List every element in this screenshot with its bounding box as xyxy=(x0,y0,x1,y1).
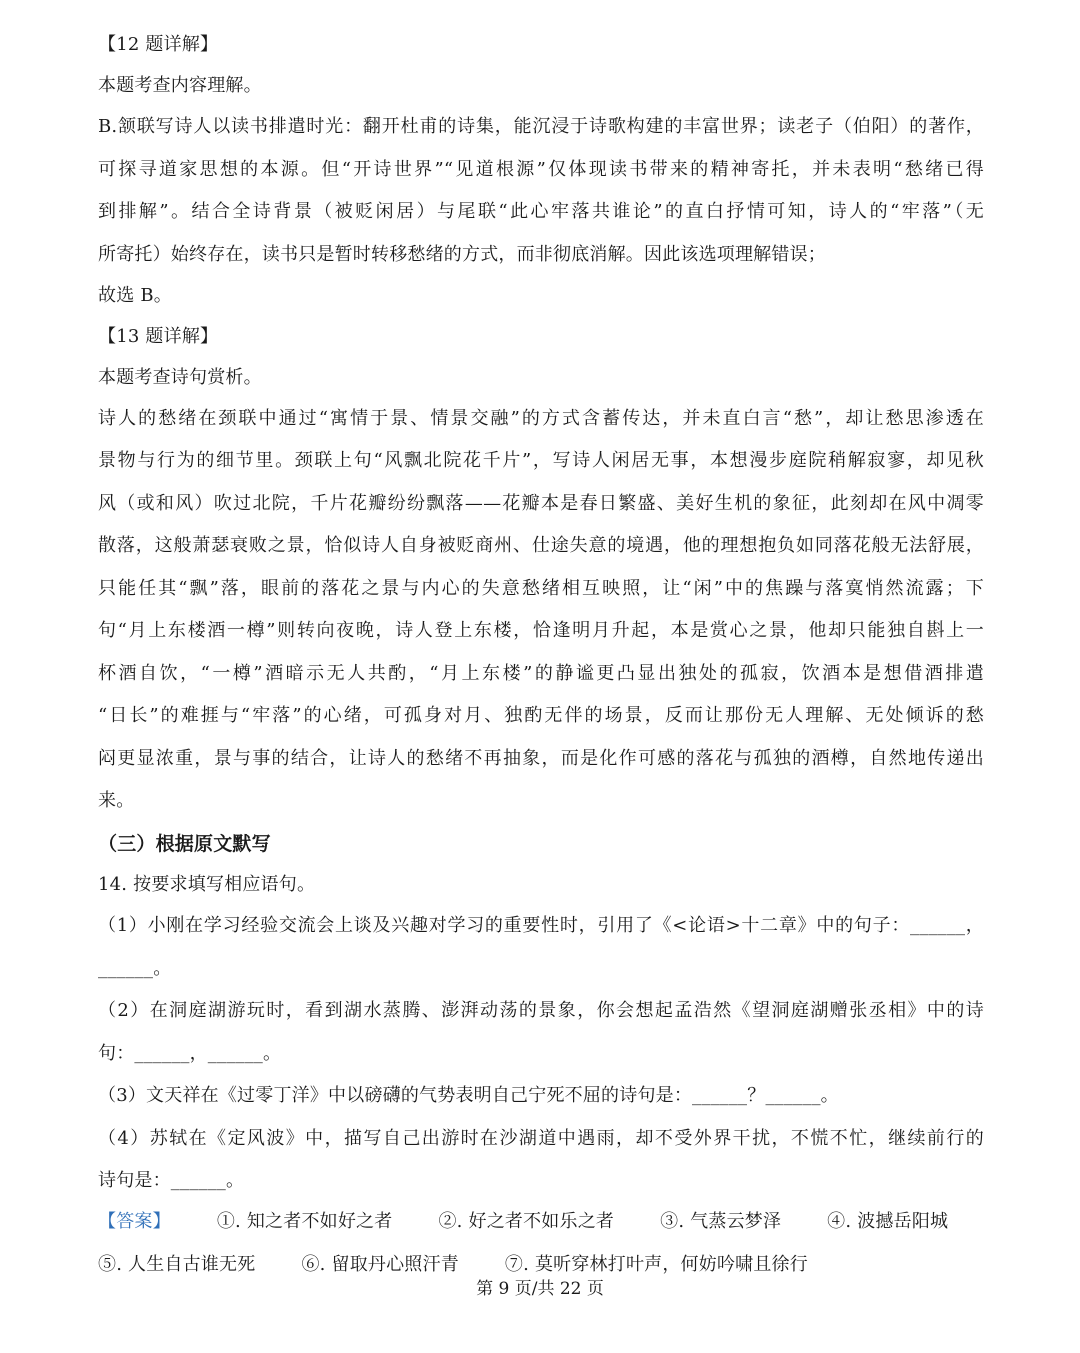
q13-line: 景物与行为的细节里。颈联上句“风飘北院花千片”，写诗人闲居无事，本想漫步庭院稍解寂寥，却见秋 xyxy=(98,450,984,471)
q13-line: 风（或和风）吹过北院，千片花瓣纷纷飘落——花瓣本是春日繁盛、美好生机的象征，此刻却在风中凋零 xyxy=(98,492,984,514)
q13-line: 诗人的愁绪在颈联中通过“寓情于景、情景交融”的方式含蓄传达，并未直白言“愁”，却让愁思渗透在 xyxy=(98,407,984,429)
q14-sub3: （3）文天祥在《过零丁洋》中以磅礴的气势表明自己宁死不屈的诗句是：______？______。 xyxy=(98,1085,839,1106)
page-content xyxy=(98,30,984,1280)
q14-sub1-line1: （1）小刚在学习经验交流会上谈及兴趣对学习的重要性时，引用了《<论语>十二章》中的句子：______， xyxy=(98,915,984,936)
q13-line: 散落，这般萧瑟衰败之景，恰似诗人自身被贬商州、仕途失意的境遇，他的理想抱负如同落花般无法舒展， xyxy=(98,535,984,556)
q13-line: 闷更显浓重，景与事的结合，让诗人的愁绪不再抽象，而是化作可感的落花与孤独的酒樽，自然地传递出 xyxy=(98,747,984,769)
answer-row-1 xyxy=(98,1207,984,1237)
answer-item: ④. 波撼岳阳城 xyxy=(827,1211,949,1232)
answer-item: ①. 知之者不如好之者 xyxy=(216,1211,393,1232)
answer-item: ⑦. 莫听穿林打叶声，何妨吟啸且徐行 xyxy=(504,1253,808,1275)
answer-block xyxy=(98,1207,984,1280)
q13-line: 只能任其“飘”落，眼前的落花之景与内心的失意愁绪相互映照，让“闲”中的焦躁与落寞悄然流露；下 xyxy=(98,577,984,599)
q13-line: 句“月上东楼酒一樽”则转向夜晚，诗人登上东楼，恰逢明月升起，本是赏心之景，他却只能独自斟上一 xyxy=(98,620,984,641)
q14-stem: 14. 按要求填写相应语句。 xyxy=(98,874,316,895)
answer-item: ②. 好之者不如乐之者 xyxy=(438,1211,615,1232)
q14-sub4-line2: 诗句是：______。 xyxy=(98,1170,245,1191)
answer-label: 【答案】 xyxy=(98,1211,171,1232)
q14-subquestions xyxy=(98,911,984,1196)
q13-line: “日长”的难捱与“牢落”的心绪，可孤身对月、独酌无伴的场景，反而让那份无人理解、无处倾诉的愁 xyxy=(98,705,984,726)
answer-row-2 xyxy=(98,1250,984,1280)
q13-header: 【13 题详解】 xyxy=(98,325,219,347)
q12-line: B.颔联写诗人以读书排遣时光：翻开杜甫的诗集，能沉浸于诗歌构建的丰富世界；读老子（伯阳）的著作， xyxy=(98,116,984,137)
q14-sub4-line1: （4）苏轼在《定风波》中，描写自己出游时在沙湖道中遇雨，却不受外界干扰，不慌不忙，继续前行的 xyxy=(98,1127,984,1149)
q12-topic: 本题考查内容理解。 xyxy=(98,75,262,96)
answer-item: ⑤. 人生自古谁无死 xyxy=(98,1253,256,1275)
q14-sub1-line2: ______。 xyxy=(98,957,172,979)
q13-paragraph xyxy=(98,404,984,817)
q12-header: 【12 题详解】 xyxy=(98,34,219,55)
q12-line: 所寄托）始终存在，读书只是暂时转移愁绪的方式，而非彻底消解。因此该选项理解错误； xyxy=(98,243,826,265)
q12-conclusion: 故选 B。 xyxy=(98,284,172,306)
answer-item: ③. 气蒸云梦泽 xyxy=(660,1211,782,1232)
q12-line: 可探寻道家思想的本源。但“开诗世界”“见道根源”仅体现读书带来的精神寄托，并未表明“愁绪已得 xyxy=(98,158,984,180)
section-title: （三）根据原文默写 xyxy=(98,833,271,855)
q12-paragraph xyxy=(98,112,984,270)
q13-line: 杯酒自饮，“一樽”酒暗示无人共酌，“月上东楼”的静谧更凸显出独处的孤寂，饮酒本是想借酒排遣 xyxy=(98,662,984,684)
q13-topic: 本题考查诗句赏析。 xyxy=(98,366,262,388)
page-number: 第 9 页/共 22 页 xyxy=(476,1279,604,1299)
q12-line: 到排解”。结合全诗背景（被贬闲居）与尾联“此心牢落共谁论”的直白抒情可知，诗人的“牢落”（无 xyxy=(98,201,984,222)
q13-line: 来。 xyxy=(98,790,135,811)
q14-sub2-line2: 句：______，______。 xyxy=(98,1042,282,1064)
q14-sub2-line1: （2）在洞庭湖游玩时，看到湖水蒸腾、澎湃动荡的景象，你会想起孟浩然《望洞庭湖赠张丞相》中的诗 xyxy=(98,1000,984,1021)
answer-item: ⑥. 留取丹心照汗青 xyxy=(301,1253,459,1275)
